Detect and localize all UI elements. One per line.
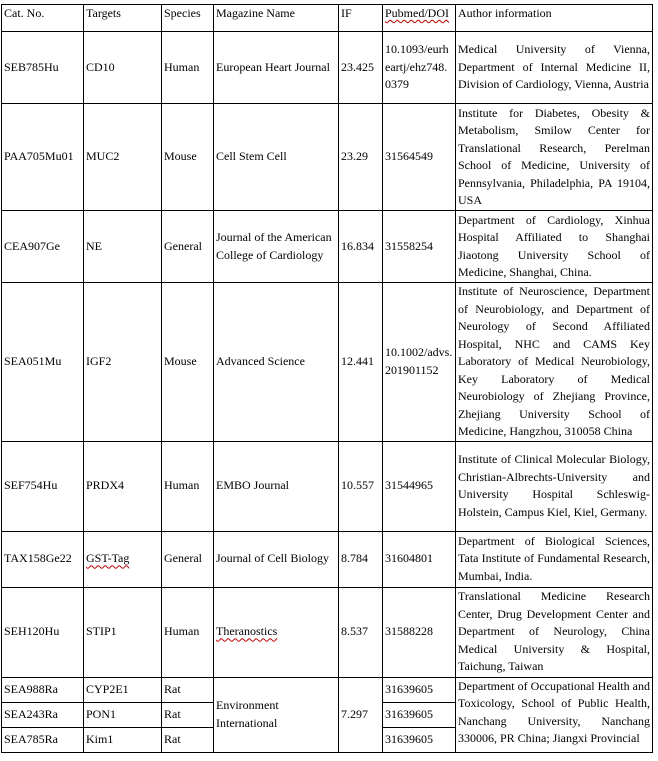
cell-target: CYP2E1 [84, 677, 162, 702]
header-if: IF [339, 5, 383, 32]
header-magazine-name: Magazine Name [214, 5, 339, 32]
cell-target: IGF2 [84, 283, 162, 442]
cell-if: 8.784 [339, 531, 383, 587]
cell-magazine: Cell Stem Cell [214, 104, 339, 211]
cell-cat-no: SEA051Mu [2, 283, 84, 442]
cell-doi: 10.1093/eurheartj/ehz748.0379 [383, 32, 456, 104]
cell-species: Rat [162, 727, 214, 752]
cell-species: Mouse [162, 104, 214, 211]
table-row [2, 441, 653, 531]
cell-if: 12.441 [339, 283, 383, 442]
cell-magazine-merged: Environment International [214, 677, 339, 752]
cell-doi: 31639605 [383, 677, 456, 702]
header-targets: Targets [84, 5, 162, 32]
cell-target: Kim1 [84, 727, 162, 752]
cell-doi: 31588228 [383, 587, 456, 677]
cell-cat-no: SEA785Ra [2, 727, 84, 752]
cell-species: Rat [162, 702, 214, 727]
cell-doi: 10.1002/advs.201901152 [383, 283, 456, 442]
cell-target: PON1 [84, 702, 162, 727]
cell-author: Translational Medicine Research Center, Drug Development Center and Department of Neurology, China Medical University & Hospital, Taichung, Taiwan [456, 587, 653, 677]
table-row [2, 32, 653, 104]
cell-if: 16.834 [339, 211, 383, 283]
cell-if: 23.29 [339, 104, 383, 211]
cell-author: Institute of Clinical Molecular Biology, Christian-Albrechts-University and University Hospital Schleswig-Holstein, Campus Kiel, Kiel, Germany. [456, 441, 653, 531]
cell-doi: 31639605 [383, 727, 456, 752]
cell-if: 10.557 [339, 441, 383, 531]
cell-cat-no: PAA705Mu01 [2, 104, 84, 211]
table-row [2, 283, 653, 442]
cell-cat-no: CEA907Ge [2, 211, 84, 283]
table-row [2, 211, 653, 283]
header-author-information: Author information [456, 5, 653, 32]
cell-target [84, 531, 162, 587]
cell-author: Medical University of Vienna, Department of Internal Medicine II, Division of Cardiology, Vienna, Austria [456, 32, 653, 104]
table-row [2, 587, 653, 677]
header-cat-no: Cat. No. [2, 5, 84, 32]
header-pubmed-doi [383, 5, 456, 32]
cell-target: PRDX4 [84, 441, 162, 531]
cell-magazine: Advanced Science [214, 283, 339, 442]
cell-doi: 31544965 [383, 441, 456, 531]
cell-target: MUC2 [84, 104, 162, 211]
cell-species: Human [162, 441, 214, 531]
cell-magazine: Journal of the American College of Cardiology [214, 211, 339, 283]
cell-magazine: European Heart Journal [214, 32, 339, 104]
cell-species: Human [162, 587, 214, 677]
table-row [2, 531, 653, 587]
header-pubmed-doi-text: Pubmed/DOI [385, 6, 449, 20]
table-row [2, 677, 653, 702]
cell-target-text: GST-Tag [86, 551, 130, 566]
cell-author: Department of Biological Sciences, Tata Institute of Fundamental Research, Mumbai, India. [456, 531, 653, 587]
cell-doi: 31604801 [383, 531, 456, 587]
cell-cat-no: SEB785Hu [2, 32, 84, 104]
cell-cat-no: SEH120Hu [2, 587, 84, 677]
cell-species: Rat [162, 677, 214, 702]
table-row [2, 104, 653, 211]
cell-magazine-text: Theranostics [216, 624, 278, 639]
cell-if: 23.425 [339, 32, 383, 104]
cell-target: STIP1 [84, 587, 162, 677]
cell-target: CD10 [84, 32, 162, 104]
cell-magazine [214, 587, 339, 677]
cell-author: Department of Cardiology, Xinhua Hospital Affiliated to Shanghai Jiaotong University School of Medicine, Shanghai, China. [456, 211, 653, 283]
cell-magazine: EMBO Journal [214, 441, 339, 531]
cell-species: Mouse [162, 283, 214, 442]
cell-if: 8.537 [339, 587, 383, 677]
cell-cat-no: TAX158Ge22 [2, 531, 84, 587]
cell-species: Human [162, 32, 214, 104]
cell-cat-no: SEA988Ra [2, 677, 84, 702]
cell-if-merged: 7.297 [339, 677, 383, 752]
cell-doi: 31639605 [383, 702, 456, 727]
cell-doi: 31558254 [383, 211, 456, 283]
header-species: Species [162, 5, 214, 32]
cell-species: General [162, 531, 214, 587]
cell-target: NE [84, 211, 162, 283]
cell-author: Institute for Diabetes, Obesity & Metabolism, Smilow Center for Translational Research, Perelman School of Medicine, University of Pennsylvania, Philadelphia, PA 19104, USA [456, 104, 653, 211]
header-row [2, 5, 653, 32]
cell-cat-no: SEA243Ra [2, 702, 84, 727]
cell-cat-no: SEF754Hu [2, 441, 84, 531]
cell-author: Institute of Neuroscience, Department of Neurobiology, and Department of Neurology of Second Affiliated Hospital, NHC and CAMS Key Laboratory of Medical Neurobiology, Key Laboratory of Medical Neurobiology of Zhejiang Province, Zhejiang University School of Medicine, Hangzhou, 310058 China [456, 283, 653, 442]
cell-doi: 31564549 [383, 104, 456, 211]
cell-species: General [162, 211, 214, 283]
publication-table [1, 4, 653, 753]
cell-magazine: Journal of Cell Biology [214, 531, 339, 587]
cell-author-merged: Department of Occupational Health and Toxicology, School of Public Health, Nanchang University, Nanchang 330006, PR China; Jiangxi Provincial [456, 677, 653, 752]
